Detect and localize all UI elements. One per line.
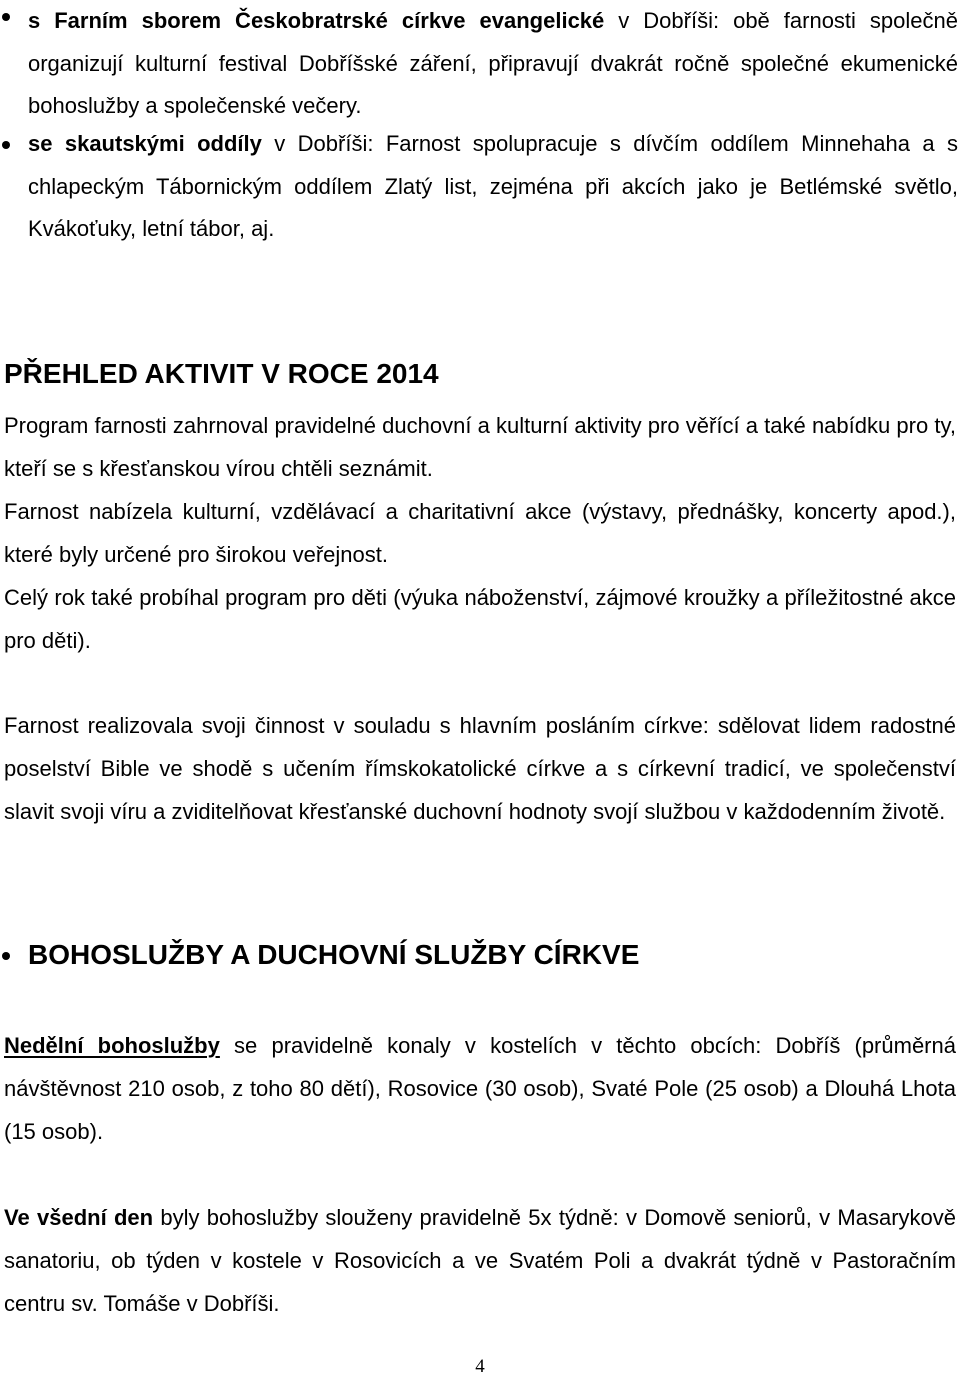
bullet-rest: v Dobříši: Farnost spolupracuje s dívčím oddílem Minnehaha a s chlapeckým Tábornickým oddílem Zlatý list, zejména při akcích jako je Betlémské světlo, Kvákoťuky, letní tábor, aj. — [28, 131, 958, 241]
bullet-dot — [2, 13, 10, 21]
sunday-services-text: se pravidelně konaly v kostelích v těchto obcích: Dobříš (průměrná návštěvnost 210 osob, z toho 80 dětí), Rosovice (30 osob), Svaté Pole (25 osob) a Dlouhá Lhota (15 osob). — [4, 1033, 956, 1144]
section-heading-activities: PŘEHLED AKTIVIT V ROCE 2014 — [4, 358, 439, 389]
paragraph-sunday-services — [4, 1024, 956, 1153]
bullet-dot — [2, 952, 10, 960]
paragraph-program: Program farnosti zahrnoval pravidelné duchovní a kulturní aktivity pro věřící a také nabídku pro ty, kteří se s křesťanskou vírou chtěli seznámit. — [4, 413, 956, 481]
sunday-services-lead: Nedělní bohoslužby — [4, 1033, 220, 1058]
paragraph-mission: Farnost realizovala svoji činnost v souladu s hlavním posláním církve: sdělovat lidem radostné poselství Bible ve shodě s učením římskokatolické církve a s církevní tradicí, ve společenství slavit svoji víru a zviditelňovat křesťanské duchovní hodnoty svojí službou v každodenním životě. — [4, 713, 956, 824]
bullet-rest: v Dobříši: obě farnosti společně organizují kulturní festival Dobříšské záření, připravují dvakrát ročně společné ekumenické bohoslužby a společenské večery. — [28, 8, 958, 118]
page-number: 4 — [475, 1356, 485, 1377]
weekday-services-lead: Ve všední den — [4, 1205, 154, 1230]
bullet-bold-lead: s Farním sborem Českobratrské církve evangelické — [28, 8, 605, 33]
paragraph-children: Celý rok také probíhal program pro děti (výuka náboženství, zájmové kroužky a příležitostné akce pro děti). — [4, 585, 956, 653]
bullet-text — [28, 123, 958, 251]
paragraph-events: Farnost nabízela kulturní, vzdělávací a charitativní akce (výstavy, přednášky, koncerty apod.), které byly určené pro širokou veřejnost. — [4, 499, 956, 567]
bullet-heading-services — [0, 936, 958, 976]
bullet-item-scouts — [0, 123, 958, 251]
bullet-dot — [2, 141, 10, 149]
weekday-services-text: byly bohoslužby slouženy pravidelně 5x týdně: v Domově seniorů, v Masarykově sanatoriu, ob týden v kostele v Rosovicích a ve Svatém Poli a dvakrát týdně v Pastoračním centru sv. Tomáše v Dobříši. — [4, 1205, 956, 1316]
bullet-text — [28, 0, 958, 128]
paragraph-weekday-services — [4, 1196, 956, 1325]
section-heading-services: BOHOSLUŽBY A DUCHOVNÍ SLUŽBY CÍRKVE — [28, 939, 640, 970]
bullet-item-evangelical — [0, 0, 958, 128]
bullet-bold-lead: se skautskými oddíly — [28, 131, 262, 156]
